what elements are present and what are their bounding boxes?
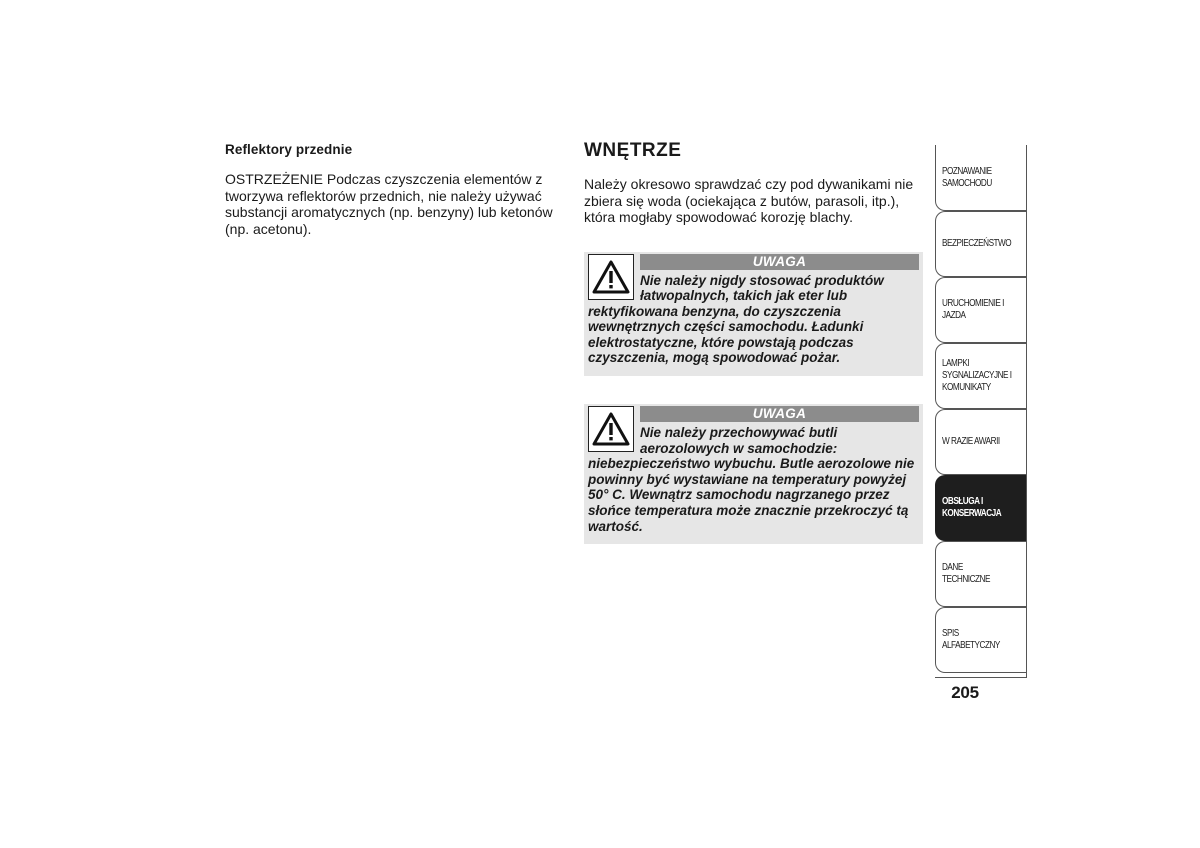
tab-uruchomienie-i-jazda[interactable] <box>935 277 1027 343</box>
warning-triangle-icon <box>588 406 634 452</box>
tab-strip-edge <box>1026 145 1027 677</box>
warning-box-2 <box>584 404 923 544</box>
right-column <box>584 140 924 544</box>
warning-text: Nie należy przechowywać butli aerozolowych w samochodzie: niebezpieczeństwo wybuchu. Butle aerozolowe nie powinny być wystawiane na temperatury powyżej 50° C. Wewnątrz samochodu nagrzanego przez słońce temperatura może znacznie przekroczyć tą wartość. <box>588 425 915 534</box>
tab-dane-techniczne[interactable] <box>935 541 1027 607</box>
warning-text: Nie należy nigdy stosować produktów łatwopalnych, takich jak eter lub rektyfikowana benzyna, do czyszczenia wewnętrznych części samochodu. Ładunki elektrostatyczne, które powstają podczas czyszczenia, mogą spowodować pożar. <box>588 272 884 366</box>
warning-triangle-icon <box>588 254 634 300</box>
tab-label: URUCHOMIENIE I JAZDA <box>942 298 1004 321</box>
chapter-tabs <box>935 145 1027 673</box>
caution-paragraph: OSTRZEŻENIE Podczas czyszczenia elementów z tworzywa reflektorów przednich, nie należy używać substancji aromatycznych (np. benzyny) lub ketonów (np. acetonu). <box>225 171 553 237</box>
interior-paragraph: Należy okresowo sprawdzać czy pod dywanikami nie zbiera się woda (ociekająca z butów, parasoli, itp.), która mogłaby spowodować korozję blachy. <box>584 176 914 225</box>
tab-label: W RAZIE AWARII <box>942 436 1000 447</box>
section-subheading: Reflektory przednie <box>225 142 353 157</box>
tab-poznawanie-samochodu[interactable] <box>935 145 1027 211</box>
section-title: WNĘTRZE <box>584 140 682 161</box>
tab-label: POZNAWANIE SAMOCHODU <box>942 165 992 189</box>
left-column <box>225 142 560 237</box>
warning-box-1 <box>584 252 923 377</box>
tab-lampki-sygnalizacyjne[interactable] <box>935 343 1027 409</box>
tab-label: SPIS ALFABETYCZNY <box>942 628 1000 651</box>
warning-label: UWAGA <box>640 406 919 422</box>
tab-label: BEZPIECZEŃSTWO <box>942 238 1012 249</box>
tab-label: LAMPKI SYGNALIZACYJNE I KOMUNIKATY <box>942 358 1012 393</box>
tab-obsluga-i-konserwacja[interactable] <box>935 475 1027 541</box>
tab-bezpieczenstwo[interactable] <box>935 211 1027 277</box>
tab-label: OBSŁUGA I KONSERWACJA <box>942 496 1002 519</box>
tab-w-razie-awarii[interactable] <box>935 409 1027 475</box>
warning-label: UWAGA <box>640 254 919 270</box>
page-number: 205 <box>951 683 979 702</box>
tab-strip-bottom <box>935 677 1027 678</box>
tab-spis-alfabetyczny[interactable] <box>935 607 1027 673</box>
tab-label: DANE TECHNICZNE <box>942 562 990 585</box>
